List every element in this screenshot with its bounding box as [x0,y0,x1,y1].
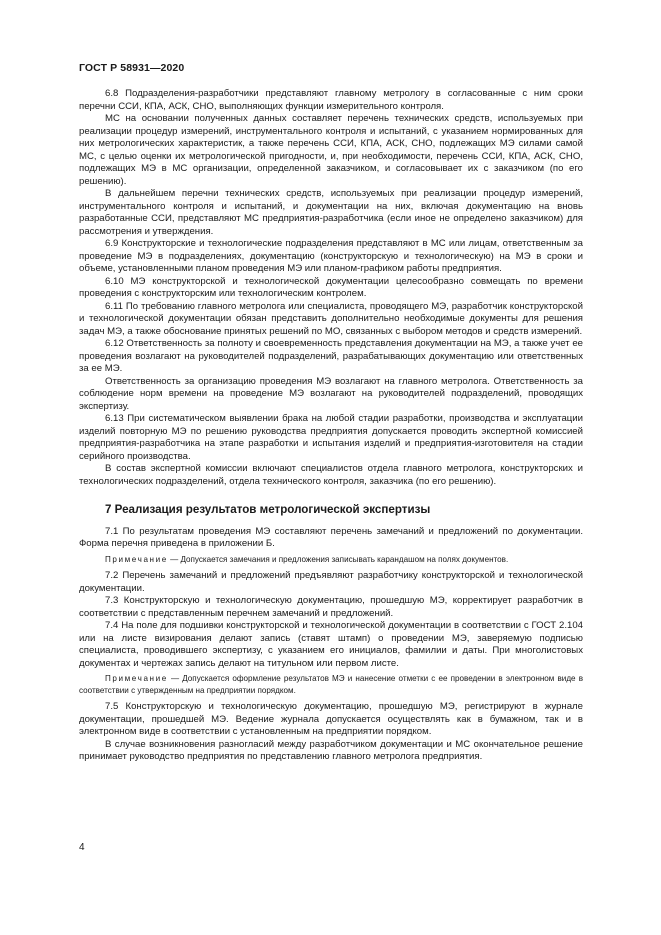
paragraph-6-12: 6.12 Ответственность за полноту и своевременность представления документации на МЭ, а также учет ее проведения возлагают на руководителей подразделений, разрабатывающих документацию или ответственных за ее МЭ. [79,338,583,374]
paragraph-7-2: 7.2 Перечень замечаний и предложений предъявляют разработчику конструкторской и технологической документации. [79,570,583,594]
note-7-1 [79,554,583,566]
paragraph-further-lists: В дальнейшем перечни технических средств, используемых при реализации процедур измерений, инструментального контроля и испытаний, и документации на них, включая документацию на вновь разработанные ССИ, представляют МС предприятия-разработчика (если иное не определено заказчиком) для рассмотрения и утверждения. [79,188,583,237]
paragraph-6-9: 6.9 Конструкторские и технологические подразделения представляют в МС или лицам, ответственным за проведение МЭ в подразделениях, документацию (конструкторскую и технологическую) на МЭ в сроки и объеме, установленными планом проведения МЭ или планом-графиком работы предприятия. [79,238,583,274]
note-label: Примечание [105,674,168,683]
paragraph-7-4: 7.4 На поле для подшивки конструкторской и технологической документации в соответствии с ГОСТ 2.104 или на листе визирования делают запись (ставят штамп) о проведении МЭ, заверяемую подписью специалиста, проводившего экспертизу, с указанием его инициалов, фамилии и даты. При многолистовых документах и чертежах запись делают на титульном или первом листе. [79,620,583,669]
paragraph-responsibility: Ответственность за организацию проведения МЭ возлагают на главного метролога. Ответственность за соблюдение норм времени на проведение МЭ возлагают на руководителей подразделений, проводящих экспертизу. [79,375,583,412]
paragraph-expert-commission: В состав экспертной комиссии включают специалистов отдела главного метролога, конструкторских и технологических подразделений, отдела технического контроля, заказчика (по его решению). [79,463,583,487]
paragraph-6-8: 6.8 Подразделения-разработчики представляют главному метрологу в согласованные с ним сроки перечни ССИ, КПА, АСК, СНО, выполняющих функции измерительного контроля. [79,88,583,112]
paragraph-ms-list: МС на основании полученных данных составляет перечень технических средств, используемых при реализации процедур измерений, инструментального контроля и испытаний, с указанием нормированных для них метрологических характеристик, а также перечень ССИ, КПА, АСК, СНО, подлежащих МЭ силами самой МС, с целью оценки их метрологической пригодности, и, при необходимости, перечень ССИ, КПА, АСК, СНО, подлежащих МЭ в МС организации, определенной заказчиком, и согласовывает их с заказчиком (по его решению). [79,113,583,187]
note-label: Примечание [105,554,168,564]
document-header: ГОСТ Р 58931—2020 [79,62,185,74]
paragraph-disagreements: В случае возникновения разногласий между разработчиком документации и МС окончательное решение принимает руководство предприятия по представлению главного метролога предприятия. [79,738,583,762]
paragraph-7-3: 7.3 Конструкторскую и технологическую документацию, прошедшую МЭ, корректирует разработчик в соответствии с представленным перечнем замечаний и предложений. [79,595,583,619]
paragraph-6-11: 6.11 По требованию главного метролога или специалиста, проводящего МЭ, разработчик конструкторской и технологической документации обязан представить дополнительно необходимые документы для решения задач МЭ, а также обоснование принятых решений по МО, связанных с выбором методов и средств измерений. [79,300,583,337]
note-7-4 [79,673,583,696]
paragraph-7-5: 7.5 Конструкторскую и технологическую документацию, прошедшую МЭ, регистрируют в журнале документации, прошедшей МЭ. Ведение журнала допускается осуществлять как в бумажном, так и в электронном виде в соответствии с установленным на предприятии порядком. [79,701,583,737]
section-7-heading: 7 Реализация результатов метрологической экспертизы [105,503,431,516]
page-content [79,88,583,764]
note-text: — Допускается оформление результатов МЭ и нанесение отметки с ее проведении в электронном виде в соответствии с утвержденным на предприятии порядком. [79,674,583,695]
paragraph-6-13: 6.13 При систематическом выявлении брака на любой стадии разработки, производства и эксплуатации изделий повторную МЭ по решению руководства предприятия допускается проводить экспертной комиссией предприятия-разработчика на этапе разработки и испытания изделий и предприятия-изготовителя на стадии серийного производства. [79,413,583,462]
page-number: 4 [79,842,85,853]
paragraph-7-1: 7.1 По результатам проведения МЭ составляют перечень замечаний и предложений по документации. Форма перечня приведена в приложении Б. [79,525,583,549]
note-text: — Допускается замечания и предложения записывать карандашом на полях документов. [167,554,509,564]
paragraph-6-10: 6.10 МЭ конструкторской и технологической документации целесообразно совмещать по времени проведения с конструкторским или технологическим контролем. [79,275,583,299]
